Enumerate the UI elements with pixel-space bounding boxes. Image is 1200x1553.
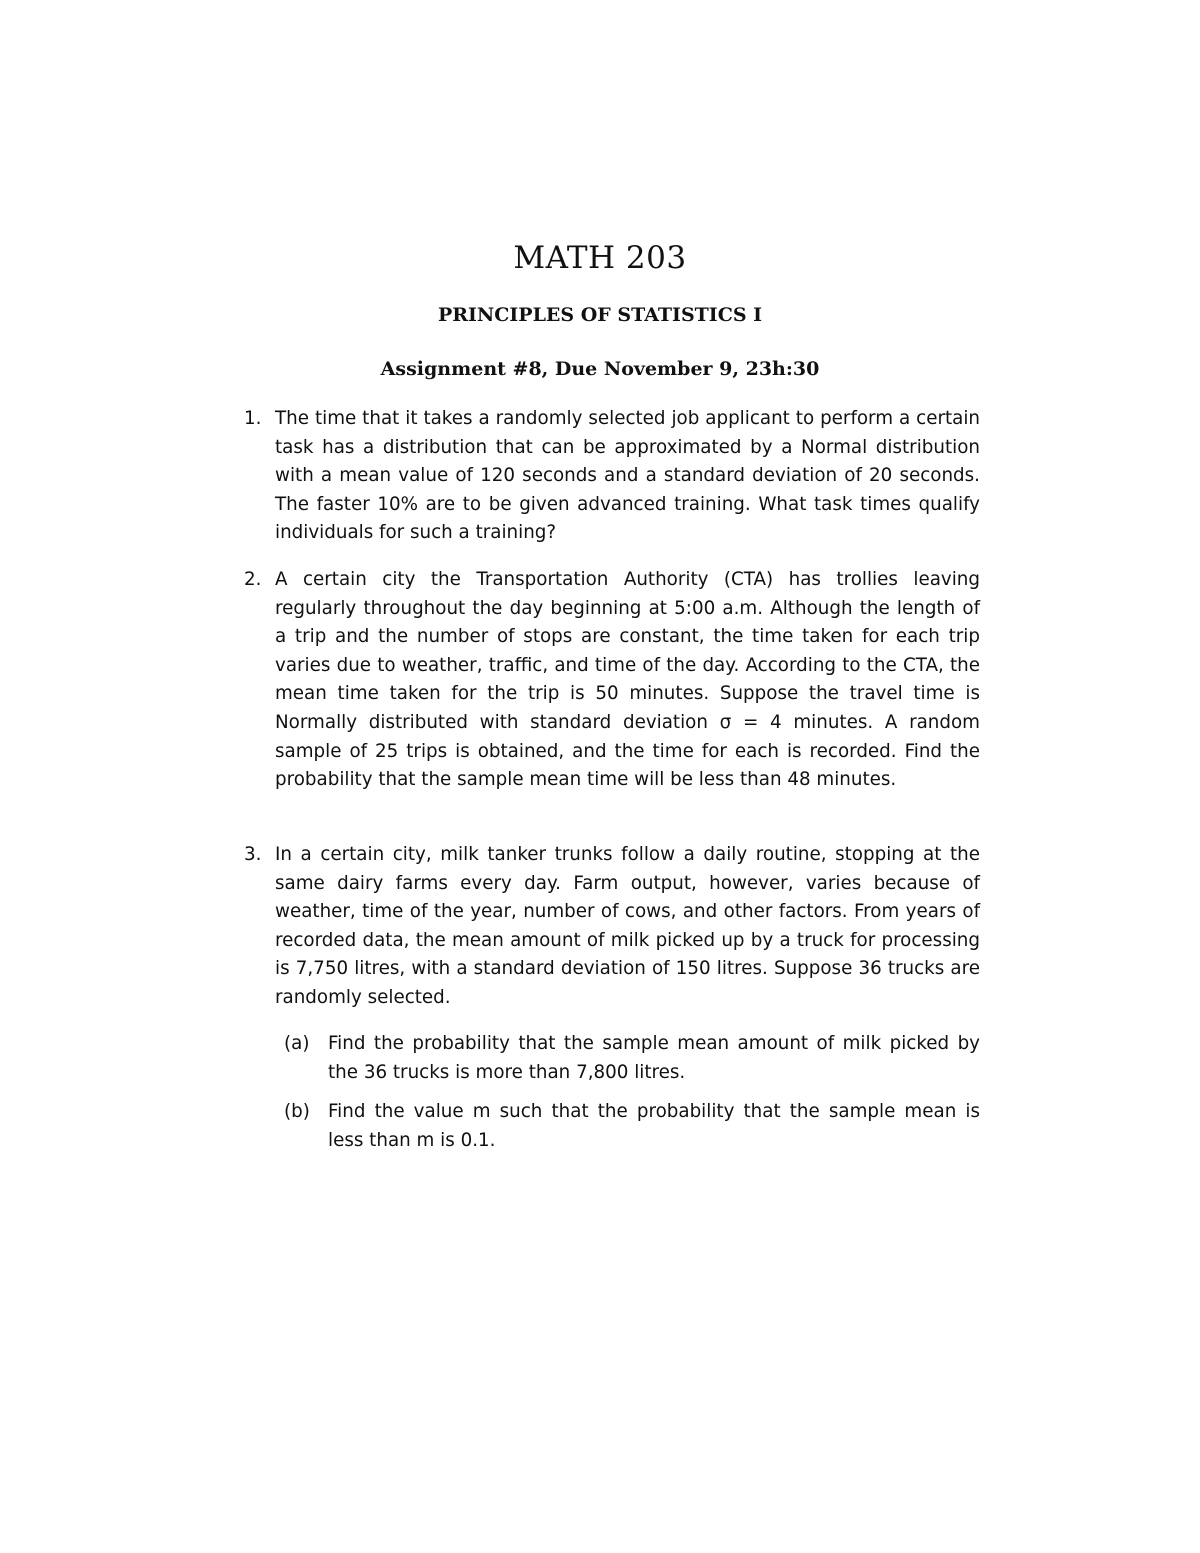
problem-number: 1. <box>244 408 262 429</box>
part-label: (a) <box>284 1033 310 1054</box>
problem-text: A certain city the Transportation Authority (CTA) has trollies leaving regularly throughout the day beginning at 5:00 a.m. Although the length of a trip and the number of stops are constant, the time taken for each trip varies due to weather, traffic, and time of the day. According to the CTA, the mean time taken for the trip is 50 minutes. Suppose the travel time is Normally distributed with standard deviation σ = 4 minutes. A random sample of 25 trips is obtained, and the time for each is recorded. Find the probability that the sample mean time will be less than 48 minutes. <box>275 569 980 791</box>
course-subtitle: PRINCIPLES OF STATISTICS I <box>437 304 763 326</box>
problem-3-part-a <box>284 1030 980 1087</box>
problem-3 <box>244 841 980 1013</box>
assignment-heading: Assignment #8, Due November 9, 23h:30 <box>380 358 820 380</box>
problem-3-part-b <box>284 1098 980 1155</box>
problem-2 <box>244 566 980 795</box>
problem-number: 2. <box>244 569 262 590</box>
part-label: (b) <box>284 1101 310 1122</box>
problem-number: 3. <box>244 844 262 865</box>
part-text: Find the probability that the sample mean amount of milk picked by the 36 trucks is more than 7,800 litres. <box>328 1033 980 1083</box>
part-text: Find the value m such that the probability that the sample mean is less than m is 0.1. <box>328 1101 980 1151</box>
course-title: MATH 203 <box>513 240 687 276</box>
problem-1 <box>244 405 980 548</box>
problem-text: The time that it takes a randomly selected job applicant to perform a certain task has a distribution that can be approximated by a Normal distribution with a mean value of 120 seconds and a standard deviation of 20 seconds. The faster 10% are to be given advanced training. What task times qualify individuals for such a training? <box>275 408 980 544</box>
problem-text: In a certain city, milk tanker trunks follow a daily routine, stopping at the same dairy farms every day. Farm output, however, varies because of weather, time of the year, number of cows, and other factors. From years of recorded data, the mean amount of milk picked up by a truck for processing is 7,750 litres, with a standard deviation of 150 litres. Suppose 36 trucks are randomly selected. <box>275 844 980 1008</box>
